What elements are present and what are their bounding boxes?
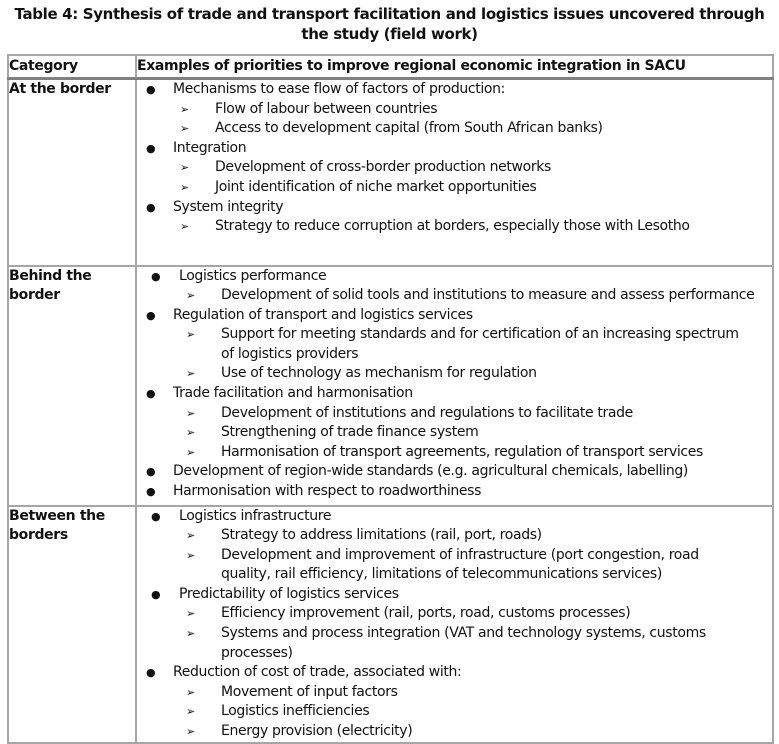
- header-examples: Examples of priorities to improve regional economic integration in SACU: [136, 55, 773, 79]
- sub-list-item: ➢ Access to development capital (from South African banks): [137, 119, 772, 139]
- list-item: ● Predictability of logistics services: [137, 585, 772, 605]
- arrow-bullet-icon: ➢: [186, 705, 195, 719]
- sub-list-item: ➢ Harmonisation of transport agreements, regulation of transport services: [137, 443, 772, 463]
- arrow-bullet-icon: ➢: [180, 102, 189, 116]
- arrow-bullet-icon: ➢: [186, 445, 195, 459]
- bullet-icon: ●: [146, 83, 156, 96]
- bullet-icon: ●: [146, 465, 156, 479]
- arrow-bullet-icon: ➢: [186, 328, 195, 342]
- arrow-bullet-icon: ➢: [180, 220, 189, 234]
- arrow-bullet-icon: ➢: [180, 180, 189, 194]
- list-item: ● Trade facilitation and harmonisation: [137, 384, 772, 404]
- list-item: ● Harmonisation with respect to roadworthiness: [137, 482, 772, 502]
- list-item: ● Regulation of transport and logistics services: [137, 306, 772, 326]
- arrow-bullet-icon: ➢: [186, 548, 195, 562]
- header-category: Category: [8, 55, 136, 79]
- sub-list-item: ➢ Support for meeting standards and for certification of an increasing spectrum of logistics providers: [186, 326, 739, 362]
- examples-cell: [136, 266, 773, 506]
- bullet-icon: ●: [151, 587, 161, 601]
- caption-line-1: Table 4: Synthesis of trade and transport facilitation and logistics issues uncovered through: [14, 5, 765, 23]
- category-label: At the border: [9, 81, 111, 97]
- category-label-line-1: Between the: [9, 507, 105, 524]
- category-cell: [8, 506, 136, 743]
- sub-list-item: ➢ Efficiency improvement (rail, ports, road, customs processes): [137, 604, 772, 624]
- bullet-icon: ●: [146, 141, 156, 155]
- sub-list-item: ➢ Development and improvement of infrastructure (port congestion, road quality, rail efficiency, limitations of telecommunications services): [186, 546, 699, 583]
- sub-list-item: ➢ Development of solid tools and institutions to measure and assess performance: [137, 286, 772, 306]
- bullet-icon: ●: [146, 485, 156, 499]
- table-row-behind-the-border: [8, 266, 773, 506]
- sub-list-item: ➢ Use of technology as mechanism for regulation: [137, 364, 772, 384]
- sub-list-item: ➢ Development of institutions and regulations to facilitate trade: [137, 404, 772, 424]
- list-item: ● System integrity: [137, 198, 772, 218]
- bullet-icon: ●: [146, 200, 156, 214]
- sub-list-item: ➢ Development of cross-border production networks: [137, 158, 772, 178]
- arrow-bullet-icon: ➢: [180, 122, 189, 136]
- sub-list-item: ➢ Energy provision (electricity): [137, 722, 772, 742]
- sub-list-item: ➢ Logistics inefficiencies: [137, 702, 772, 722]
- examples-cell: [136, 79, 773, 266]
- sub-list-item: ➢ Strategy to reduce corruption at borders, especially those with Lesotho: [137, 217, 772, 237]
- bullet-icon: ●: [151, 509, 161, 523]
- synthesis-table: [7, 54, 774, 744]
- arrow-bullet-icon: ➢: [186, 627, 195, 641]
- sub-list-item: ➢ Movement of input factors: [137, 683, 772, 703]
- sub-list-item: ➢ Strengthening of trade finance system: [137, 423, 772, 443]
- category-cell: [8, 266, 136, 506]
- bullet-icon: ●: [146, 308, 156, 322]
- category-label-line-2: border: [9, 287, 60, 304]
- arrow-bullet-icon: ➢: [186, 607, 195, 621]
- sub-list-item: ➢ Strategy to address limitations (rail, port, roads): [137, 526, 772, 546]
- list-item: ● Development of region-wide standards (e.g. agricultural chemicals, labelling): [137, 462, 772, 482]
- sub-list-item: ➢ Flow of labour between countries: [137, 100, 772, 120]
- list-item: ● Integration: [137, 139, 772, 159]
- category-label-line-1: Behind the: [9, 267, 92, 284]
- table-row-between-the-borders: [8, 506, 773, 743]
- bullet-icon: ●: [146, 387, 156, 401]
- sub-list-item: ➢ Joint identification of niche market opportunities: [137, 178, 772, 198]
- caption-line-2: the study (field work): [301, 25, 478, 43]
- arrow-bullet-icon: ➢: [186, 529, 195, 543]
- sub-list-item: ➢ Systems and process integration (VAT and technology systems, customs processes): [186, 625, 706, 661]
- category-label-line-2: borders: [9, 527, 68, 544]
- list-item: ● Mechanisms to ease flow of factors of production:: [137, 80, 772, 100]
- bullet-icon: ●: [151, 269, 161, 283]
- list-item: ● Logistics performance: [137, 267, 772, 287]
- bullet-icon: ●: [146, 666, 156, 680]
- list-item: ● Logistics infrastructure: [137, 507, 772, 527]
- table-caption: [0, 4, 779, 44]
- list-item: ● Reduction of cost of trade, associated with:: [137, 663, 772, 683]
- arrow-bullet-icon: ➢: [186, 367, 195, 381]
- table-row-at-the-border: [8, 79, 773, 266]
- arrow-bullet-icon: ➢: [186, 289, 195, 303]
- arrow-bullet-icon: ➢: [186, 406, 195, 420]
- arrow-bullet-icon: ➢: [186, 426, 195, 440]
- arrow-bullet-icon: ➢: [180, 161, 189, 175]
- header-row: [8, 55, 773, 79]
- arrow-bullet-icon: ➢: [186, 725, 195, 739]
- arrow-bullet-icon: ➢: [186, 685, 195, 699]
- examples-cell: [136, 506, 773, 743]
- category-cell: [8, 79, 136, 266]
